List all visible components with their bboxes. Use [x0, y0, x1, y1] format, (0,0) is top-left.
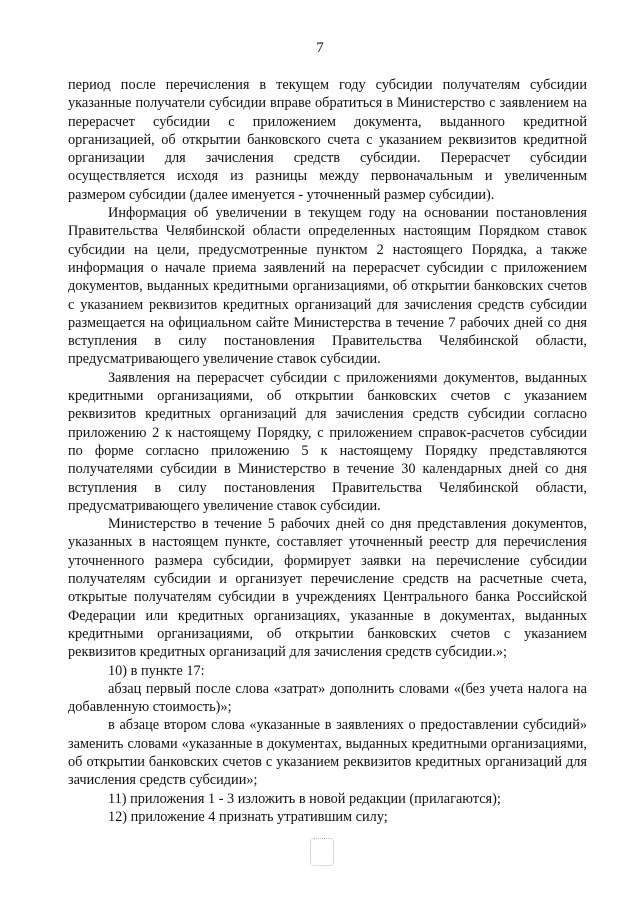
- paragraph: в абзаце втором слова «указанные в заявлениях о предоставлении субсидий» заменить словами «указанные в документах, выданных кредитными организациями, об открытии банковских счетов с указанием реквизитов кредитных организаций для зачисления средств субсидии»;: [68, 717, 587, 789]
- paragraph: период после перечисления в текущем году субсидии получателям субсидии указанные получатели субсидии вправе обратиться в Министерство с заявлением на перерасчет субсидии с приложением документа, выданного кредитной организацией, об открытии банковского счета с указанием реквизитов кредитной организации для зачисления средств субсидии. Перерасчет субсидии осуществляется исходя из разницы между первоначальным и увеличенным размером субсидии (далее именуется - уточненный размер субсидии).: [68, 77, 587, 203]
- faint-stamp-mark: [310, 838, 334, 866]
- document-body: [68, 76, 587, 826]
- page-number: 7: [316, 40, 324, 56]
- paragraph: 11) приложения 1 - 3 изложить в новой редакции (прилагаются);: [108, 790, 501, 807]
- paragraph: 12) приложение 4 признать утратившим силу;: [108, 808, 388, 825]
- paragraph: Министерство в течение 5 рабочих дней со дня представления документов, указанных в настоящем пункте, составляет уточненный реестр для перечисления уточненного размера субсидии, формирует заявки на перечисление субсидии получателям субсидии и организует перечисление средств на расчетные счета, открытые получателям субсидии в учреждениях Центрального банка Российской Федерации или кредитных организациях, указанные в документах, выданных кредитными организациями, об открытии банковских счетов с указанием реквизитов кредитных организаций для зачисления средств субсидии.»;: [68, 516, 587, 661]
- paragraph: Информация об увеличении в текущем году на основании постановления Правительства Челябинской области определенных настоящим Порядком ставок субсидии на цели, предусмотренные пунктом 2 настоящего Порядка, а также информация о начале приема заявлений на перерасчет субсидии с приложением документов, выданных кредитными организациями, об открытии банковских счетов с указанием реквизитов кредитных организаций для зачисления средств субсидии размещается на официальном сайте Министерства в течение 7 рабочих дней со дня вступления в силу постановления Правительства Челябинской области, предусматривающего увеличение ставок субсидии.: [68, 205, 587, 368]
- paragraph: 10) в пункте 17:: [108, 662, 205, 679]
- paragraph: абзац первый после слова «затрат» дополнить словами «(без учета налога на добавленную стоимость)»;: [68, 680, 587, 716]
- paragraph: Заявления на перерасчет субсидии с приложениями документов, выданных кредитными организациями, об открытии банковских счетов с указанием реквизитов кредитных организаций для зачисления средств субсидии согласно приложению 2 к настоящему Порядку, с приложением справок-расчетов субсидии по форме согласно приложению 5 к настоящему Порядку представляются получателями субсидии в Министерство в течение 30 календарных дней со дня вступления в силу постановления Правительства Челябинской области, предусматривающего увеличение ставок субсидии.: [68, 369, 587, 514]
